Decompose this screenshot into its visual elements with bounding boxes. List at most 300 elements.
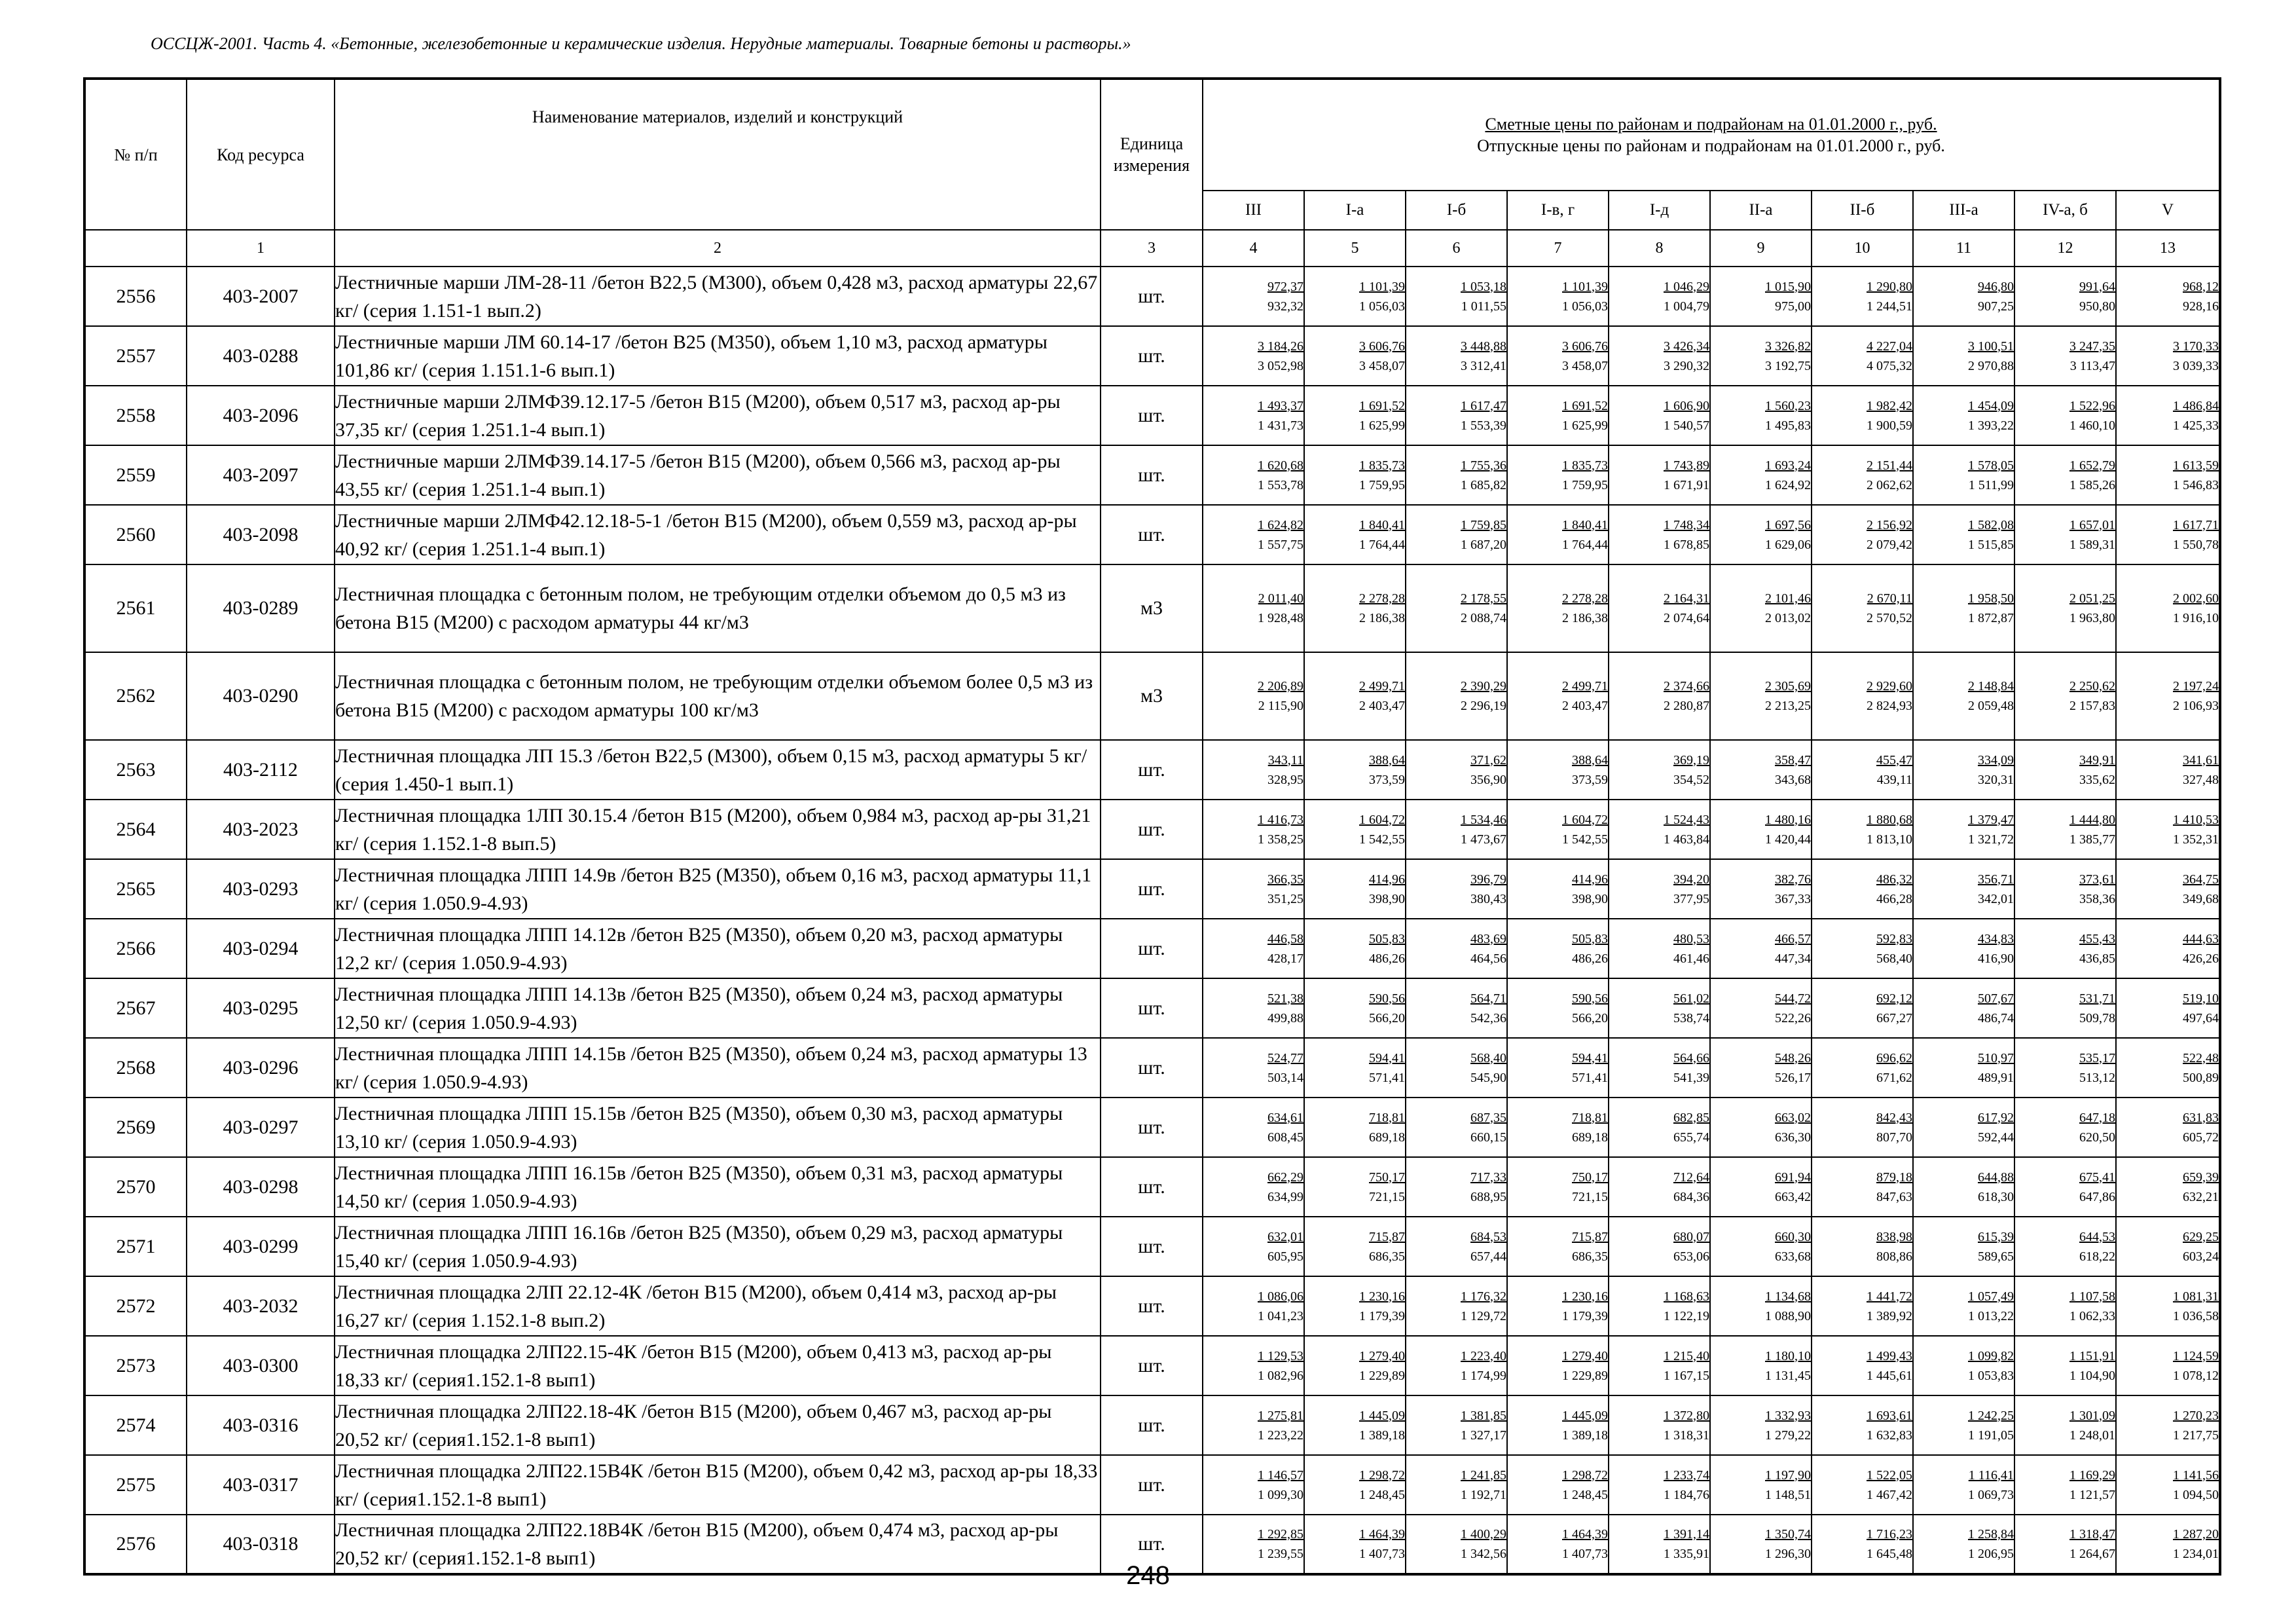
release-price: 655,74 xyxy=(1673,1130,1709,1145)
price-cell xyxy=(1812,859,1913,919)
price-pair xyxy=(1508,870,1608,909)
price-cell xyxy=(2014,978,2116,1038)
estimate-price: 592,83 xyxy=(1876,931,1912,946)
price-pair xyxy=(1406,1168,1506,1207)
price-cell xyxy=(1507,859,1609,919)
release-price: 1 082,96 xyxy=(1258,1368,1303,1383)
price-pair xyxy=(2117,1048,2219,1088)
price-pair xyxy=(2015,989,2115,1028)
price-cell xyxy=(2014,505,2116,564)
release-price: 1 764,44 xyxy=(1562,537,1608,552)
column-number: 12 xyxy=(2014,230,2116,267)
price-pair xyxy=(1305,1466,1405,1505)
price-cell xyxy=(1507,505,1609,564)
estimate-price: 2 101,46 xyxy=(1765,591,1811,606)
price-pair xyxy=(1711,750,1811,790)
price-pair xyxy=(2117,1287,2219,1326)
price-pair xyxy=(1812,589,1912,628)
estimate-price: 414,96 xyxy=(1572,872,1608,887)
resource-code: 403-0297 xyxy=(187,1098,335,1157)
release-price: 398,90 xyxy=(1572,891,1608,906)
price-pair xyxy=(1609,870,1709,909)
price-pair xyxy=(1406,929,1506,969)
release-price: 1 625,99 xyxy=(1562,418,1608,433)
estimate-price: 1 691,52 xyxy=(1562,398,1608,413)
price-pair xyxy=(1812,1346,1912,1386)
estimate-price: 2 250,62 xyxy=(2069,679,2115,693)
release-price: 1 385,77 xyxy=(2069,832,2115,847)
release-price: 1 223,22 xyxy=(1258,1428,1303,1443)
price-pair xyxy=(1203,1287,1303,1326)
estimate-price: 1 053,18 xyxy=(1461,279,1506,294)
release-price: 1 053,83 xyxy=(1968,1368,2014,1383)
price-pair xyxy=(1508,1108,1608,1147)
price-cell xyxy=(2116,267,2220,326)
price-cell xyxy=(1304,564,1406,652)
price-pair xyxy=(1914,810,2014,849)
price-cell xyxy=(1609,859,1710,919)
release-price: 1 515,85 xyxy=(1968,537,2014,552)
release-price: 2 824,93 xyxy=(1867,699,1912,713)
release-price: 3 113,47 xyxy=(2069,358,2115,373)
estimate-price: 617,92 xyxy=(1978,1110,2014,1125)
price-pair xyxy=(2117,1108,2219,1147)
row-number: 2560 xyxy=(84,505,187,564)
release-price: 538,74 xyxy=(1673,1010,1709,1025)
price-pair xyxy=(1305,456,1405,495)
release-price: 2 088,74 xyxy=(1461,611,1506,625)
release-price: 632,21 xyxy=(2183,1189,2219,1204)
release-price: 2 403,47 xyxy=(1562,699,1608,713)
price-pair xyxy=(1203,810,1303,849)
price-pair xyxy=(1914,870,2014,909)
release-price: 1 041,23 xyxy=(1258,1308,1303,1323)
release-price: 1 011,55 xyxy=(1461,299,1506,314)
price-pair xyxy=(1203,1466,1303,1505)
release-price: 4 075,32 xyxy=(1867,358,1912,373)
release-price: 2 213,25 xyxy=(1765,699,1811,713)
resource-code: 403-0299 xyxy=(187,1217,335,1276)
material-name: Лестничная площадка 2ЛП 22.12-4К /бетон В15 (М200), объем 0,414 м3, расход ар-ры 16,27 кг/ (серия 1.152.1-8 вып.2) xyxy=(335,1276,1101,1336)
release-price: 1 121,57 xyxy=(2069,1487,2115,1502)
price-pair xyxy=(1508,989,1608,1028)
price-pair xyxy=(1406,1406,1506,1445)
estimate-price: 414,96 xyxy=(1369,872,1405,887)
release-price: 2 296,19 xyxy=(1461,699,1506,713)
price-cell xyxy=(1609,445,1710,505)
price-pair xyxy=(1711,1466,1811,1505)
material-name: Лестничная площадка ЛПП 14.9в /бетон В25 (М350), объем 0,16 м3, расход арматуры 11,1 кг/ (серия 1.050.9-4.93) xyxy=(335,859,1101,919)
release-price: 1 122,19 xyxy=(1664,1308,1709,1323)
release-price: 426,26 xyxy=(2183,951,2219,966)
release-price: 1 229,89 xyxy=(1562,1368,1608,1383)
table-row xyxy=(84,1276,2220,1336)
price-pair xyxy=(1508,1524,1608,1564)
material-name: Лестничная площадка 2ЛП22.15В4К /бетон В15 (М200), объем 0,42 м3, расход ар-ры 18,33 кг/ (серия1.152.1-8 вып1) xyxy=(335,1455,1101,1515)
region-header: I-д xyxy=(1609,191,1710,230)
estimate-price: 486,32 xyxy=(1876,872,1912,887)
estimate-price: 548,26 xyxy=(1775,1050,1811,1065)
release-price: 1 088,90 xyxy=(1765,1308,1811,1323)
price-pair xyxy=(1406,1287,1506,1326)
price-cell xyxy=(1203,564,1304,652)
price-cell xyxy=(2014,800,2116,859)
price-pair xyxy=(1609,1227,1709,1266)
price-cell xyxy=(1203,859,1304,919)
release-price: 605,95 xyxy=(1267,1249,1303,1264)
release-price: 660,15 xyxy=(1470,1130,1506,1145)
price-pair xyxy=(1914,277,2014,316)
release-price: 1 056,03 xyxy=(1359,299,1405,314)
estimate-price: 3 606,76 xyxy=(1359,339,1405,354)
price-pair xyxy=(1914,515,2014,555)
estimate-price: 455,43 xyxy=(2079,931,2115,946)
price-pair xyxy=(1711,396,1811,435)
estimate-price: 1 230,16 xyxy=(1359,1289,1405,1304)
price-pair xyxy=(1711,456,1811,495)
price-cell xyxy=(1812,919,1913,978)
price-pair xyxy=(1609,1346,1709,1386)
estimate-price: 1 379,47 xyxy=(1968,812,2014,827)
release-price: 1 174,99 xyxy=(1461,1368,1506,1383)
release-price: 808,86 xyxy=(1876,1249,1912,1264)
release-price: 489,91 xyxy=(1978,1070,2014,1085)
price-cell xyxy=(2116,859,2220,919)
release-price: 592,44 xyxy=(1978,1130,2014,1145)
price-cell xyxy=(1812,1276,1913,1336)
release-price: 1 467,42 xyxy=(1867,1487,1912,1502)
release-price: 907,25 xyxy=(1978,299,2014,314)
price-cell xyxy=(1507,800,1609,859)
price-pair xyxy=(1508,337,1608,376)
price-pair xyxy=(1914,1524,2014,1564)
row-number: 2562 xyxy=(84,652,187,740)
price-pair xyxy=(1203,1168,1303,1207)
price-cell xyxy=(1406,652,1507,740)
price-cell xyxy=(2014,652,2116,740)
price-pair xyxy=(2117,515,2219,555)
release-price: 1 179,39 xyxy=(1359,1308,1405,1323)
row-number: 2556 xyxy=(84,267,187,326)
price-pair xyxy=(2117,870,2219,909)
price-pair xyxy=(1914,929,2014,969)
price-pair xyxy=(2015,456,2115,495)
estimate-price: 341,61 xyxy=(2183,752,2219,767)
price-pair xyxy=(1203,277,1303,316)
unit-of-measure: шт. xyxy=(1101,505,1203,564)
price-pair xyxy=(1914,676,2014,716)
release-price: 2 079,42 xyxy=(1867,537,1912,552)
release-price: 1 004,79 xyxy=(1664,299,1709,314)
estimate-price: 2 156,92 xyxy=(1867,517,1912,532)
price-pair xyxy=(1305,1108,1405,1147)
price-pair xyxy=(1914,1287,2014,1326)
price-pair xyxy=(1914,1227,2014,1266)
row-number: 2567 xyxy=(84,978,187,1038)
price-pair xyxy=(1812,1287,1912,1326)
price-pair xyxy=(1914,1346,2014,1386)
price-cell xyxy=(1507,919,1609,978)
price-pair xyxy=(1609,810,1709,849)
estimate-price: 1 279,40 xyxy=(1359,1348,1405,1363)
estimate-price: 1 258,84 xyxy=(1968,1527,2014,1541)
price-cell xyxy=(1507,1098,1609,1157)
estimate-price: 3 448,88 xyxy=(1461,339,1506,354)
price-cell xyxy=(1913,1336,2014,1395)
material-name: Лестничная площадка 2ЛП22.15-4К /бетон В15 (М200), объем 0,413 м3, расход ар-ры 18,33 кг/ (серия1.152.1-8 вып1) xyxy=(335,1336,1101,1395)
material-name: Лестничные марши 2ЛМФ42.12.18-5-1 /бетон В15 (М200), объем 0,559 м3, расход ар-ры 40,92 кг/ (серия 1.251.1-4 вып.1) xyxy=(335,505,1101,564)
price-pair xyxy=(1609,1108,1709,1147)
unit-of-measure: шт. xyxy=(1101,1038,1203,1098)
estimate-price: 1 086,06 xyxy=(1258,1289,1303,1304)
price-cell xyxy=(1812,1217,1913,1276)
price-pair xyxy=(1711,1346,1811,1386)
estimate-price: 1 318,47 xyxy=(2069,1527,2115,1541)
release-price: 335,62 xyxy=(2079,772,2115,787)
price-pair xyxy=(1203,396,1303,435)
unit-of-measure: шт. xyxy=(1101,1276,1203,1336)
column-number: 8 xyxy=(1609,230,1710,267)
price-pair xyxy=(1203,750,1303,790)
price-cell xyxy=(2116,1217,2220,1276)
table-row xyxy=(84,800,2220,859)
price-pair xyxy=(2117,456,2219,495)
price-cell xyxy=(1609,326,1710,386)
column-number: 4 xyxy=(1203,230,1304,267)
estimate-price: 631,83 xyxy=(2183,1110,2219,1125)
release-price: 3 458,07 xyxy=(1359,358,1405,373)
release-price: 1 900,59 xyxy=(1867,418,1912,433)
price-pair xyxy=(1914,750,2014,790)
release-price: 541,39 xyxy=(1673,1070,1709,1085)
release-price: 568,40 xyxy=(1876,951,1912,966)
price-cell xyxy=(1406,1157,1507,1217)
price-pair xyxy=(1711,1287,1811,1326)
release-price: 618,30 xyxy=(1978,1189,2014,1204)
estimate-price: 647,18 xyxy=(2079,1110,2115,1125)
price-cell xyxy=(1710,386,1812,445)
price-cell xyxy=(1609,1336,1710,1395)
price-cell xyxy=(1812,326,1913,386)
region-header: I-а xyxy=(1304,191,1406,230)
estimate-price: 1 652,79 xyxy=(2069,458,2115,473)
release-price: 351,25 xyxy=(1267,891,1303,906)
release-price: 1 550,78 xyxy=(2173,537,2219,552)
price-pair xyxy=(1711,1048,1811,1088)
price-pair xyxy=(2117,1406,2219,1445)
estimate-price: 1 522,96 xyxy=(2069,398,2115,413)
price-pair xyxy=(1508,1227,1608,1266)
price-pair xyxy=(1406,1108,1506,1147)
estimate-price: 1 480,16 xyxy=(1765,812,1811,827)
row-number: 2559 xyxy=(84,445,187,505)
price-pair xyxy=(2015,1346,2115,1386)
price-cell xyxy=(2116,652,2220,740)
price-pair xyxy=(1609,1466,1709,1505)
price-pair xyxy=(1609,989,1709,1028)
release-price: 1 389,18 xyxy=(1562,1428,1608,1443)
price-cell xyxy=(1203,652,1304,740)
release-price: 1 445,61 xyxy=(1867,1368,1912,1383)
estimate-price: 1 290,80 xyxy=(1867,279,1912,294)
estimate-price: 3 247,35 xyxy=(2069,339,2115,354)
estimate-price: 1 534,46 xyxy=(1461,812,1506,827)
price-pair xyxy=(1711,676,1811,716)
price-cell xyxy=(1913,445,2014,505)
estimate-price: 4 227,04 xyxy=(1867,339,1912,354)
price-cell xyxy=(2116,564,2220,652)
estimate-price: 1 617,71 xyxy=(2173,517,2219,532)
region-header: III xyxy=(1203,191,1304,230)
region-header: I-в, г xyxy=(1507,191,1609,230)
price-pair xyxy=(1609,456,1709,495)
price-pair xyxy=(1406,1048,1506,1088)
price-cell xyxy=(1203,740,1304,800)
price-pair xyxy=(1812,1227,1912,1266)
price-pair xyxy=(1914,1406,2014,1445)
material-name: Лестничная площадка ЛПП 16.16в /бетон В25 (М350), объем 0,29 м3, расход арматуры 15,40 кг/ (серия 1.050.9-4.93) xyxy=(335,1217,1101,1276)
price-cell xyxy=(1203,1098,1304,1157)
price-pair xyxy=(1406,337,1506,376)
estimate-price: 1 298,72 xyxy=(1562,1467,1608,1483)
price-cell xyxy=(1710,800,1812,859)
resource-code: 403-0300 xyxy=(187,1336,335,1395)
estimate-price: 644,88 xyxy=(1978,1170,2014,1185)
price-cell xyxy=(1913,1157,2014,1217)
unit-of-measure: шт. xyxy=(1101,859,1203,919)
price-pair xyxy=(2117,1466,2219,1505)
price-cell xyxy=(1507,1157,1609,1217)
release-price: 1 393,22 xyxy=(1968,418,2014,433)
price-cell xyxy=(2116,1395,2220,1455)
price-pair xyxy=(1305,1287,1405,1326)
region-header: I-б xyxy=(1406,191,1507,230)
price-pair xyxy=(1508,676,1608,716)
price-pair xyxy=(2015,277,2115,316)
price-cell xyxy=(1304,740,1406,800)
release-price: 1 321,72 xyxy=(1968,832,2014,847)
resource-code: 403-0298 xyxy=(187,1157,335,1217)
estimate-price: 369,19 xyxy=(1673,752,1709,767)
price-pair xyxy=(1914,1168,2014,1207)
price-pair xyxy=(2117,589,2219,628)
estimate-price: 396,79 xyxy=(1470,872,1506,887)
price-cell xyxy=(1609,1157,1710,1217)
release-price: 3 312,41 xyxy=(1461,358,1506,373)
price-cell xyxy=(1406,1336,1507,1395)
release-price: 1 099,30 xyxy=(1258,1487,1303,1502)
price-pair xyxy=(1812,1168,1912,1207)
release-price: 342,01 xyxy=(1978,891,2014,906)
estimate-price: 1 982,42 xyxy=(1867,398,1912,413)
price-cell xyxy=(1203,800,1304,859)
price-cell xyxy=(2116,1098,2220,1157)
release-price: 1 179,39 xyxy=(1562,1308,1608,1323)
unit-of-measure: шт. xyxy=(1101,386,1203,445)
estimate-price: 455,47 xyxy=(1876,752,1912,767)
price-cell xyxy=(1507,1217,1609,1276)
estimate-price: 519,10 xyxy=(2183,991,2219,1006)
price-pair xyxy=(2015,1524,2115,1564)
estimate-price: 692,12 xyxy=(1876,991,1912,1006)
price-cell xyxy=(2116,1336,2220,1395)
price-pair xyxy=(1508,396,1608,435)
price-pair xyxy=(1305,589,1405,628)
release-price: 1 495,83 xyxy=(1765,418,1811,433)
price-pair xyxy=(1406,989,1506,1028)
estimate-price: 1 233,74 xyxy=(1664,1467,1709,1483)
price-cell xyxy=(1203,386,1304,445)
table-row xyxy=(84,1395,2220,1455)
price-pair xyxy=(1406,277,1506,316)
price-pair xyxy=(2015,1227,2115,1266)
release-price: 1 632,83 xyxy=(1867,1428,1912,1443)
price-cell xyxy=(1304,1157,1406,1217)
price-pair xyxy=(1609,1168,1709,1207)
material-name: Лестничная площадка ЛП 15.3 /бетон В22,5 (М300), объем 0,15 м3, расход арматуры 5 кг/ (серия 1.450-1 вып.1) xyxy=(335,740,1101,800)
resource-code: 403-2098 xyxy=(187,505,335,564)
estimate-price: 1 180,10 xyxy=(1765,1348,1811,1363)
estimate-price: 1 215,40 xyxy=(1664,1348,1709,1363)
release-price: 1 420,44 xyxy=(1765,832,1811,847)
table-row xyxy=(84,267,2220,326)
release-price: 2 970,88 xyxy=(1968,358,2014,373)
unit-of-measure: шт. xyxy=(1101,919,1203,978)
release-price: 688,95 xyxy=(1470,1189,1506,1204)
price-pair xyxy=(1609,676,1709,716)
price-pair xyxy=(1203,1108,1303,1147)
price-cell xyxy=(1710,267,1812,326)
estimate-price: 388,64 xyxy=(1369,752,1405,767)
price-pair xyxy=(1203,456,1303,495)
price-cell xyxy=(1913,326,2014,386)
price-pair xyxy=(1508,1466,1608,1505)
estimate-price: 750,17 xyxy=(1572,1170,1608,1185)
price-cell xyxy=(2014,1217,2116,1276)
price-cell xyxy=(1304,1336,1406,1395)
price-cell xyxy=(1913,1098,2014,1157)
estimate-price: 2 670,11 xyxy=(1867,591,1912,606)
estimate-price: 1 287,20 xyxy=(2173,1527,2219,1541)
price-cell xyxy=(1406,386,1507,445)
price-cell xyxy=(1609,386,1710,445)
estimate-price: 446,58 xyxy=(1267,931,1303,946)
release-price: 1 687,20 xyxy=(1461,537,1506,552)
release-price: 1 542,55 xyxy=(1359,832,1405,847)
row-number: 2557 xyxy=(84,326,187,386)
price-pair xyxy=(2117,1168,2219,1207)
price-cell xyxy=(1812,1098,1913,1157)
estimate-price: 521,38 xyxy=(1267,991,1303,1006)
price-pair xyxy=(2015,676,2115,716)
release-price: 1 585,26 xyxy=(2069,477,2115,492)
estimate-price: 334,09 xyxy=(1978,752,2014,767)
price-pair xyxy=(1406,515,1506,555)
column-number: 10 xyxy=(1812,230,1913,267)
release-price: 1 764,44 xyxy=(1359,537,1405,552)
row-number: 2561 xyxy=(84,564,187,652)
table-row xyxy=(84,652,2220,740)
price-cell xyxy=(1710,1098,1812,1157)
price-pair xyxy=(1609,337,1709,376)
price-pair xyxy=(1203,589,1303,628)
estimate-price: 1 416,73 xyxy=(1258,812,1303,827)
region-header: IV-а, б xyxy=(2014,191,2116,230)
release-price: 847,63 xyxy=(1876,1189,1912,1204)
price-cell xyxy=(2014,1455,2116,1515)
prices-release-title: Отпускные цены по районам и подрайонам на 01.01.2000 г., руб. xyxy=(1477,136,1945,155)
price-pair xyxy=(2015,396,2115,435)
